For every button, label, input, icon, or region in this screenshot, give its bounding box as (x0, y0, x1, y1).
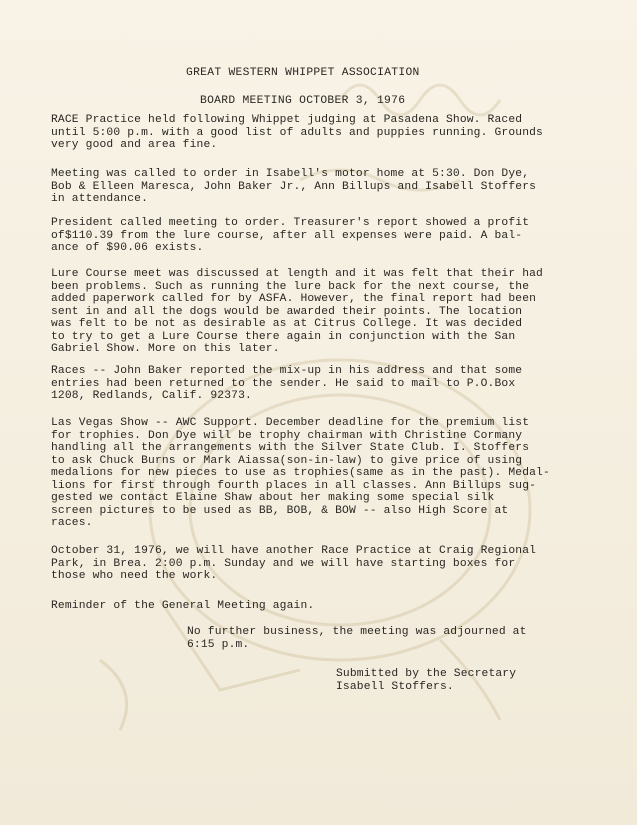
text-line: ance of $90.06 exists. (51, 242, 204, 254)
text-line: Lure Course meet was discussed at length and it was felt that their had (51, 268, 543, 280)
text-line: Park, in Brea. 2:00 p.m. Sunday and we will have starting boxes for (51, 557, 516, 570)
text-line: gested we contact Elaine Shaw about her making some special silk (51, 492, 495, 504)
text-line: 6:15 p.m. (187, 638, 250, 651)
text-line: lions for first through fourth places in all classes. Ann Billups sug- (51, 479, 537, 492)
text-line: to try to get a Lure Course there again in conjunction with the San (51, 330, 516, 343)
text-line: No further business, the meeting was adjourned at (187, 626, 527, 638)
text-line: Bob & Elleen Maresca, John Baker Jr., Ann Billups and Isabell Stoffers (51, 180, 537, 193)
text-line: for trophies. Don Dye will be trophy chairman with Christine Cormany (51, 429, 523, 442)
text-line: those who need the work. (51, 570, 218, 582)
text-line: Meeting was called to order in Isabell's motor home at 5:30. Don Dye, (51, 168, 530, 180)
text-line: until 5:00 p.m. with a good list of adults and puppies running. Grounds (51, 126, 543, 139)
text-line: of$110.39 from the lure course, after all expenses were paid. A bal- (51, 229, 523, 242)
text-line: October 31, 1976, we will have another Race Practice at Craig Regional (51, 545, 537, 557)
paragraph-race-practice (51, 114, 596, 152)
text-line: medalions for new pieces to use as trophies(same as in the past). Medal- (51, 467, 550, 479)
text-line: screen pictures to be used as BB, BOB, & BOW -- also High Score at (51, 504, 509, 517)
text-line: RACE Practice held following Whippet judging at Pasadena Show. Raced (51, 114, 523, 126)
text-line: Submitted by the Secretary (336, 668, 517, 680)
paragraph-las-vegas-show (51, 417, 596, 530)
text-line: races. (51, 517, 93, 529)
text-line: Isabell Stoffers. (336, 680, 454, 693)
text-line: sent in and all the dogs would be awarded their points. The location (51, 305, 523, 318)
text-line: very good and area fine. (51, 139, 218, 151)
text-line: been problems. Such as running the lure back for the next course, the (51, 280, 530, 293)
text-line: was felt to be not as desirable as at Citrus College. It was decided (51, 318, 523, 330)
paragraph-october-race-practice (51, 545, 596, 583)
paragraph-reminder (51, 600, 596, 613)
paragraph-lure-course (51, 268, 596, 356)
paragraph-treasurer-report (51, 217, 596, 255)
signature-block (336, 668, 616, 693)
document-page: GREAT WESTERN WHIPPET ASSOCIATION BOARD MEETING OCTOBER 3, 1976 RACE Practice held following Whippet judging at Pasadena Show. Raced until 5:00 p.m. with a good list of adults and puppies running. Grounds very good and area fine. Meeting was called to order in Isabell's motor home at 5:30. Don Dye, Bob & Elleen Maresca, John Baker Jr., Ann Billups and Isabell Stoffers in attendance. President called meeting to order. Treasurer's report showed a profit of$110.39 from the lure course, after all expenses were paid. A bal- ance of $90.06 exists. Lure Course meet was discussed at length and it was felt that their had been problems. Such as running the lure back for the next course, the added paperwork called for by ASFA. However, the final report had been sent in and all the dogs would be awarded their points. The location was felt to be not as desirable as at Citrus College. It was decided to try to get a Lure Course there again in conjunction with the San Gabriel Show. More on this later. Races -- John Baker reported the mix-up in his address and that some entries had been returned to the sender. He said to mail to P.O.Box 1208, Redlands, Calif. 92373. Las Vegas Show -- AWC Support. December deadline for the premium list for trophies. Don Dye will be trophy chairman with Christine Cormany handling all the arrangements with the Silver State Club. I. Stoffers to ask Chuck Burns or Mark Aiassa(son-in-law) to give price of using medalions for new pieces to use as trophies(same as in the past). Medal- lions for first through fourth places in all classes. Ann Billups sug- gested we contact Elaine Shaw about her making some special silk screen pictures to be used as BB, BOB, & BOW -- also High Score at races. October 31, 1976, we will have another Race Practice at Craig Regional Park, in Brea. 2:00 p.m. Sunday and we will have starting boxes for those who need the work. Reminder of the General Meeting again. No further business, the meeting was adjourned at 6:15 p.m. Submitted by the Secretary Isabell Stoffers. (0, 0, 637, 825)
text-line: Reminder of the General Meeting again. (51, 600, 315, 612)
paragraph-adjourned (187, 626, 607, 651)
text-line: to ask Chuck Burns or Mark Aiassa(son-in-law) to give price of using (51, 454, 523, 467)
text-line: Gabriel Show. More on this later. (51, 343, 280, 355)
text-line: President called meeting to order. Treasurer's report showed a profit (51, 217, 530, 229)
text-line: 1208, Redlands, Calif. 92373. (51, 390, 252, 402)
text-line: in attendance. (51, 193, 149, 205)
paragraph-call-to-order (51, 168, 596, 206)
text-line: Races -- John Baker reported the mix-up in his address and that some (51, 365, 523, 377)
paragraph-races (51, 365, 596, 403)
text-line: added paperwork called for by ASFA. However, the final report had been (51, 293, 537, 305)
text-line: Las Vegas Show -- AWC Support. December deadline for the premium list (51, 417, 530, 429)
text-line: handling all the arrangements with the Silver State Club. I. Stoffers (51, 442, 530, 454)
text-line: entries had been returned to the sender. He said to mail to P.O.Box (51, 377, 516, 390)
